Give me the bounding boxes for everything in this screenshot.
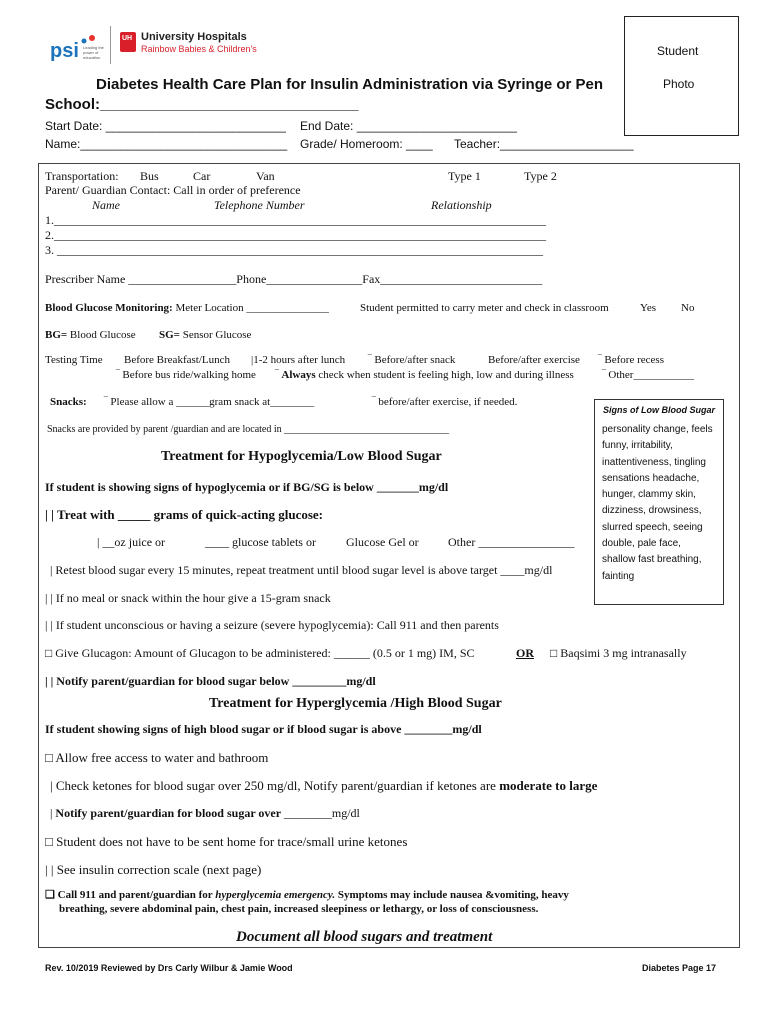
- name-field[interactable]: Name:_______________________________: [45, 137, 288, 151]
- signs-line: dizziness, drowsiness,: [602, 505, 702, 517]
- signs-line: funny, irritability,: [602, 440, 673, 452]
- uh-mark: UH: [122, 35, 133, 42]
- start-date-field[interactable]: Start Date: ___________________________: [45, 119, 286, 133]
- diabetes-type1[interactable]: Type 1: [448, 169, 481, 183]
- document-all-note: Document all blood sugars and treatment: [236, 929, 493, 945]
- carry-meter-no[interactable]: No: [681, 302, 695, 314]
- tablets-option[interactable]: ____ glucose tablets or: [205, 535, 316, 549]
- baqsimi-option[interactable]: Baqsimi 3 mg intranasally: [560, 646, 687, 660]
- signs-line: inattentiveness, tingling: [602, 456, 706, 468]
- notify-low-field[interactable]: Notify parent/guardian for blood sugar below _________mg/dl: [56, 674, 376, 688]
- contact-instructions: Parent/ Guardian Contact: Call in order of preference: [45, 183, 301, 197]
- retest-field[interactable]: Retest blood sugar every 15 minutes, repeat treatment until blood sugar level is above target ____mg/dl: [55, 563, 553, 577]
- testing-time-label: Testing Time: [45, 354, 103, 366]
- notify-over-option[interactable]: Notify parent/guardian for blood sugar over: [55, 806, 284, 820]
- test-exercise[interactable]: Before/after exercise: [488, 354, 580, 366]
- page-title: Diabetes Health Care Plan for Insulin Administration via Syringe or Pen: [96, 76, 604, 93]
- signs-title: Signs of Low Blood Sugar: [603, 405, 715, 415]
- signs-low-blood-sugar-box: [594, 399, 724, 605]
- end-date-field[interactable]: End Date: ________________________: [300, 119, 517, 133]
- test-after-lunch[interactable]: |1-2 hours after lunch: [251, 354, 346, 366]
- or-label: OR: [516, 646, 534, 660]
- student-photo-box: [624, 16, 739, 136]
- no-meal-option[interactable]: If no meal or snack within the hour give a 15-gram snack: [55, 591, 331, 605]
- signs-line: hunger, clammy skin,: [602, 489, 696, 501]
- snacks-label: Snacks:: [50, 396, 87, 408]
- uh-name: University Hospitals: [141, 31, 247, 43]
- signs-line: personality change, feels: [602, 424, 713, 435]
- test-snack[interactable]: Before/after snack: [374, 354, 456, 366]
- transport-van[interactable]: Van: [256, 169, 275, 183]
- bg-abbrev: BG=: [45, 329, 68, 341]
- test-always-label: Always: [281, 369, 316, 381]
- sg-abbrev: SG=: [159, 329, 180, 341]
- signs-list: [602, 422, 713, 585]
- psi-logo-tagline: Leading the power of education: [83, 45, 104, 60]
- check-ketones-option[interactable]: Check ketones for blood sugar over 250 mg/dl, Notify parent/guardian if ketones are: [55, 778, 500, 793]
- carry-meter-yes[interactable]: Yes: [640, 302, 657, 314]
- diabetes-type2[interactable]: Type 2: [524, 169, 557, 183]
- teacher-field[interactable]: Teacher:____________________: [454, 137, 634, 151]
- bg-monitoring-label: Blood Glucose Monitoring:: [45, 302, 173, 314]
- correction-scale-option[interactable]: See insulin correction scale (next page): [56, 862, 262, 877]
- contact-row-3[interactable]: 3. _________________________________________________________________________________: [45, 243, 543, 257]
- snack-location-field[interactable]: Snacks are provided by parent /guardian and are located in _________________________________: [47, 424, 450, 435]
- test-always[interactable]: check when student is feeling high, low and during illness: [315, 369, 574, 381]
- notify-over-field[interactable]: ________mg/dl: [283, 806, 360, 820]
- signs-line: double, pale face,: [602, 538, 681, 550]
- photo-label-student: Student: [657, 44, 699, 58]
- test-recess[interactable]: Before recess: [604, 354, 664, 366]
- glucagon-field[interactable]: Give Glucagon: Amount of Glucagon to be administered: ______ (0.5 or 1 mg) IM, SC: [55, 646, 475, 660]
- treat-grams-field[interactable]: Treat with _____ grams of quick-acting glucose:: [57, 507, 323, 522]
- contact-row-2[interactable]: 2.__________________________________________________________________________________: [45, 228, 546, 242]
- juice-option[interactable]: __oz juice or: [102, 535, 166, 549]
- water-access-option[interactable]: Allow free access to water and bathroom: [55, 750, 269, 765]
- page-number: Diabetes Page 17: [642, 963, 717, 973]
- uh-logo: [119, 31, 257, 58]
- hypo-threshold-field[interactable]: If student is showing signs of hypoglycemia or if BG/SG is below _______mg/dl: [45, 480, 449, 494]
- hypo-heading: Treatment for Hypoglycemia/Low Blood Sugar: [161, 449, 442, 464]
- test-other[interactable]: Other___________: [608, 369, 694, 381]
- other-option[interactable]: Other ________________: [448, 535, 575, 549]
- snack-exercise[interactable]: before/after exercise, if needed.: [378, 396, 518, 408]
- signs-line: shallow fast breathing,: [602, 554, 702, 566]
- test-bus-ride[interactable]: Before bus ride/walking home: [122, 369, 256, 381]
- not-sent-home-option[interactable]: Student does not have to be sent home for trace/small urine ketones: [56, 834, 408, 849]
- transportation-label: Transportation:: [45, 169, 119, 183]
- bg-abbrev-text: Blood Glucose: [67, 329, 136, 341]
- contact-col-phone: Telephone Number: [214, 198, 305, 212]
- hyper-heading: Treatment for Hyperglycemia /High Blood Sugar: [209, 696, 502, 711]
- logo-divider: [110, 26, 111, 64]
- signs-line: fainting: [602, 570, 635, 582]
- contact-col-name: Name: [92, 198, 120, 212]
- grade-field[interactable]: Grade/ Homeroom: ____: [300, 137, 433, 151]
- transport-car[interactable]: Car: [193, 169, 211, 183]
- signs-line: sensations headache,: [602, 472, 700, 484]
- hyper-threshold-field[interactable]: If student showing signs of high blood sugar or if blood sugar is above ________mg/dl: [45, 722, 482, 736]
- transport-bus[interactable]: Bus: [140, 169, 159, 183]
- hyper-symptoms-1: Symptoms may include nausea &vomiting, heavy: [335, 889, 569, 901]
- meter-location-field[interactable]: Meter Location _______________: [172, 302, 329, 314]
- gel-option[interactable]: Glucose Gel or: [346, 535, 419, 549]
- carry-meter-question: Student permitted to carry meter and check in classroom: [360, 302, 609, 314]
- test-before-breakfast-lunch[interactable]: Before Breakfast/Lunch: [124, 354, 230, 366]
- school-field[interactable]: School:_______________________________: [45, 96, 359, 113]
- contact-col-relationship: Relationship: [431, 198, 492, 212]
- psi-logo-text: psi: [50, 40, 79, 62]
- prescriber-row[interactable]: Prescriber Name __________________Phone________________Fax___________________________: [45, 272, 543, 286]
- hyper-emergency-label: hyperglycemia emergency.: [215, 889, 336, 901]
- sg-abbrev-text: Sensor Glucose: [179, 329, 252, 341]
- call911-hyper-option[interactable]: Call 911 and parent/guardian for: [57, 889, 216, 901]
- revision-note: Rev. 10/2019 Reviewed by Drs Carly Wilbur & Jamie Wood: [45, 963, 293, 973]
- ketones-moderate-large: moderate to large: [499, 778, 598, 793]
- psi-logo: [50, 33, 110, 66]
- contact-row-1[interactable]: 1.__________________________________________________________________________________: [45, 213, 546, 227]
- snack-allow-field[interactable]: Please allow a ______gram snack at________: [110, 396, 315, 408]
- hyper-symptoms-2: breathing, severe abdominal pain, chest pain, increased sleepiness or lethargy, or loss of consciousness.: [59, 903, 539, 915]
- signs-line: slurred speech, seeing: [602, 521, 703, 533]
- photo-label-photo: Photo: [663, 77, 695, 91]
- uh-sub: Rainbow Babies & Children's: [141, 44, 257, 54]
- unconscious-option[interactable]: If student unconscious or having a seizure (severe hypoglycemia): Call 911 and then parents: [55, 618, 499, 632]
